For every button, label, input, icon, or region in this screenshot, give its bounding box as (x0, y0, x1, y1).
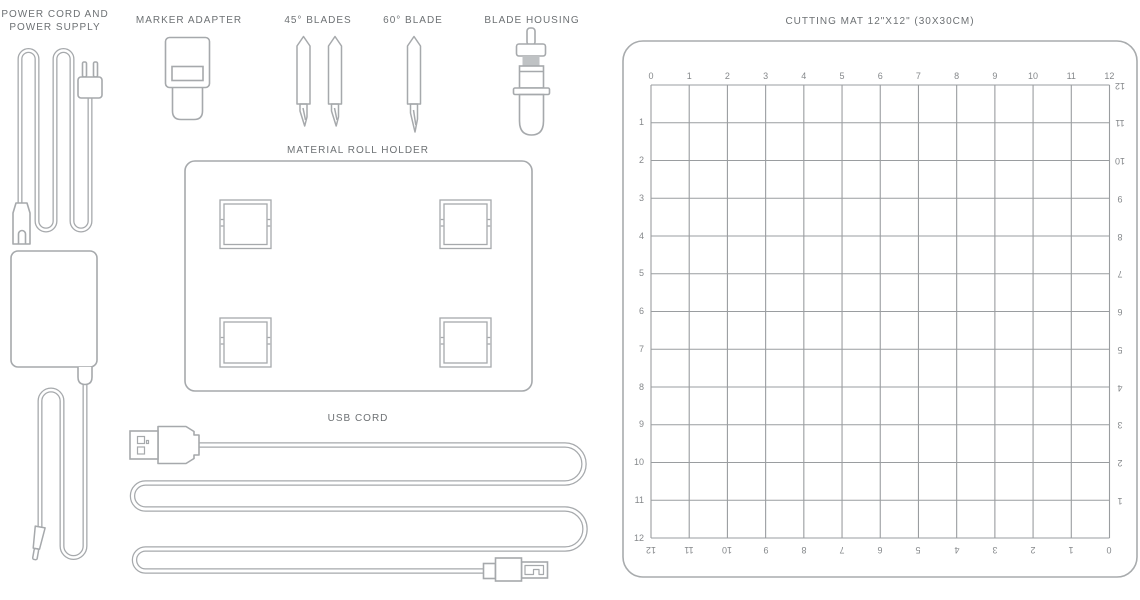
mat-ruler-number: 1 (638, 117, 644, 128)
mat-ruler-number-rotated: 10 (722, 544, 733, 555)
mat-ruler-number-rotated: 12 (646, 544, 657, 555)
mat-ruler-number: 8 (638, 381, 644, 392)
mat-left-ruler (614, 116, 644, 544)
mat-ruler-number-rotated: 1 (1117, 495, 1123, 506)
cutting-mat-art (623, 41, 1137, 577)
usb-cord-art (130, 427, 585, 582)
mat-ruler-number-rotated: 7 (839, 544, 845, 555)
mat-ruler-number: 3 (638, 192, 644, 203)
mat-ruler-number: 0 (648, 70, 654, 81)
material-roll-holder-art (185, 161, 532, 391)
mat-ruler-number: 7 (638, 343, 644, 354)
mat-ruler-number: 2 (638, 155, 644, 165)
usb-b-connector-icon (484, 558, 548, 581)
blade-45-art (297, 37, 342, 127)
blade-housing-art (514, 28, 550, 135)
mat-ruler-number-rotated: 6 (1117, 307, 1123, 317)
mat-ruler-number-rotated: 1 (1068, 544, 1074, 555)
power-label (1, 8, 108, 34)
mat-ruler-number-rotated: 3 (1117, 420, 1123, 431)
mat-ruler-number-rotated: 8 (1117, 231, 1123, 242)
mat-ruler-number-rotated: 4 (1117, 382, 1123, 393)
mat-ruler-number-rotated: 8 (801, 544, 807, 555)
barrel-connector-icon (30, 526, 46, 560)
blade-housing-label: BLADE HOUSING (484, 15, 580, 26)
mat-ruler-number-rotated: 4 (954, 544, 960, 555)
mat-ruler-number: 1 (686, 70, 692, 81)
mat-ruler-number: 5 (638, 268, 644, 279)
power-label-line2: POWER SUPPLY (9, 22, 101, 33)
blades-45-label: 45° BLADES (284, 15, 352, 26)
mat-ruler-number: 5 (839, 70, 845, 81)
mat-ruler-number-rotated: 6 (877, 544, 883, 555)
usb-a-connector-icon (130, 427, 199, 464)
mat-ruler-number: 4 (801, 70, 807, 81)
mat-ruler-number: 9 (638, 419, 644, 430)
mat-ruler-number: 6 (877, 70, 883, 81)
mat-ruler-number-rotated: 12 (1115, 80, 1126, 91)
power-cord-art (13, 51, 102, 245)
power-plug-icon (78, 62, 102, 98)
mat-ruler-number: 3 (763, 70, 769, 81)
mat-ruler-number-rotated: 7 (1117, 269, 1123, 280)
mat-ruler-number: 9 (992, 70, 998, 81)
mat-bottom-ruler (641, 543, 1120, 556)
mat-top-ruler (641, 70, 1120, 83)
mat-ruler-number-rotated: 2 (1117, 458, 1123, 468)
mat-ruler-number-rotated: 9 (763, 544, 769, 555)
mat-ruler-number: 4 (638, 230, 644, 241)
material-roll-holder-label: MATERIAL ROLL HOLDER (287, 145, 429, 156)
blade-60-label: 60° BLADE (383, 15, 443, 26)
mat-ruler-number-rotated: 0 (1106, 544, 1112, 555)
power-brick (11, 251, 97, 367)
mat-ruler-number: 8 (954, 70, 960, 81)
cutting-mat-label: CUTTING MAT 12"X12" (30X30CM) (785, 16, 975, 27)
mat-ruler-number: 11 (1066, 70, 1076, 81)
marker-adapter-label: MARKER ADAPTER (135, 15, 243, 26)
mat-ruler-number: 6 (638, 306, 644, 316)
power-supply-art (11, 251, 97, 560)
mat-ruler-number-rotated: 10 (1115, 156, 1126, 166)
mat-ruler-number: 12 (1104, 70, 1115, 81)
mat-ruler-number-rotated: 5 (1117, 344, 1123, 355)
usb-cord-label: USB CORD (327, 413, 389, 424)
mat-ruler-number-rotated: 2 (1030, 544, 1036, 555)
mat-ruler-number-rotated: 11 (1115, 118, 1125, 129)
mat-ruler-number: 10 (633, 457, 644, 467)
mat-ruler-number: 12 (633, 532, 644, 543)
power-label-line1: POWER CORD AND (1, 9, 109, 20)
mat-ruler-number: 10 (1028, 70, 1039, 81)
blade-60-art (408, 37, 421, 133)
mat-ruler-number-rotated: 5 (915, 544, 921, 555)
mat-ruler-number-rotated: 9 (1117, 193, 1123, 204)
mat-ruler-number-rotated: 3 (992, 544, 998, 555)
mat-grid (651, 85, 1110, 538)
c7-connector-icon (13, 203, 30, 244)
mat-right-ruler (1109, 79, 1131, 507)
mat-ruler-number: 2 (724, 70, 730, 81)
brick-stub (78, 367, 92, 385)
marker-adapter-art (166, 38, 210, 120)
mat-ruler-number-rotated: 11 (684, 544, 694, 555)
mat-ruler-number: 7 (915, 70, 921, 81)
mat-ruler-number: 11 (634, 494, 644, 505)
